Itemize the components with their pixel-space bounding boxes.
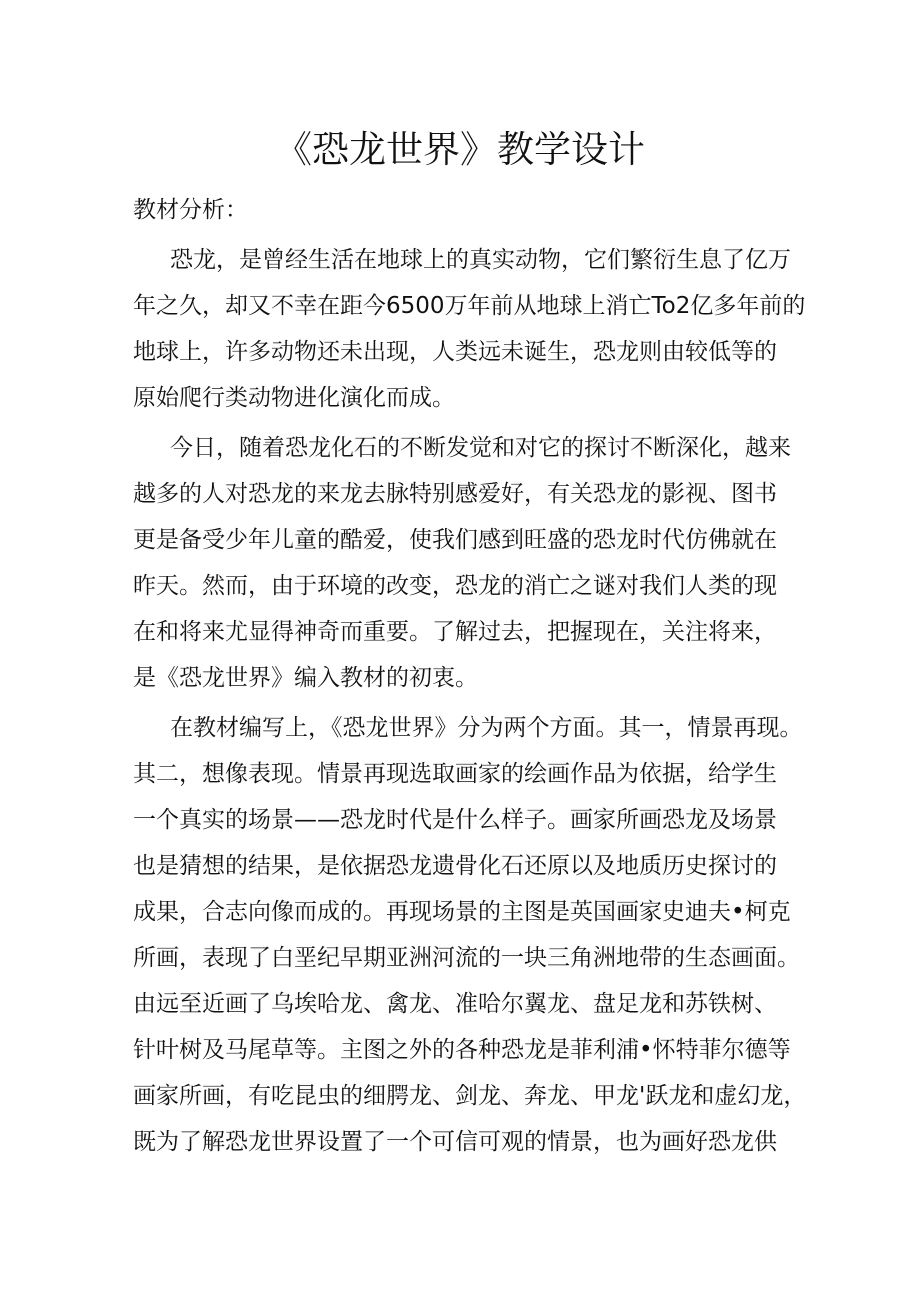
paragraph-3-line-8: 针叶树及马尾草等。主图之外的各种恐龙是菲利浦•怀特菲尔德等 (133, 1037, 791, 1063)
document-title: 《恐龙世界》教学设计 (275, 128, 645, 171)
paragraph-1-line-3: 地球上，许多动物还未出现，人类远未诞生，恐龙则由较低等的 (133, 339, 777, 365)
paragraph-2-line-5: 在和将来尤显得神奇而重要。了解过去，把握现在，关注将来， (133, 619, 777, 645)
paragraph-2-line-2: 越多的人对恐龙的来龙去脉特别感爱好，有关恐龙的影视、图书 (133, 481, 777, 507)
paragraph-3-line-3: 一个真实的场景——恐龙时代是什么样子。画家所画恐龙及场景 (133, 807, 777, 833)
section-label: 教材分析： (133, 197, 248, 223)
paragraph-2-line-6: 是《恐龙世界》编入教材的初衷。 (133, 665, 478, 691)
paragraph-3-line-4: 也是猜想的结果，是依据恐龙遗骨化石还原以及地质历史探讨的 (133, 853, 777, 879)
paragraph-1-line-2: 年之久，却又不幸在距今6500万年前从地球上消亡To2亿多年前的 (133, 293, 806, 319)
paragraph-3-line-6: 所画，表现了白垩纪早期亚洲河流的一块三角洲地带的生态画面。 (133, 945, 800, 971)
paragraph-2-line-1: 今日，随着恐龙化石的不断发觉和对它的探讨不断深化，越来 (170, 435, 791, 461)
paragraph-3-line-10: 既为了解恐龙世界设置了一个可信可观的情景，也为画好恐龙供 (133, 1129, 777, 1155)
paragraph-3-line-7: 由远至近画了乌埃哈龙、禽龙、准哈尔翼龙、盘足龙和苏铁树、 (133, 991, 777, 1017)
paragraph-1-line-1: 恐龙，是曾经生活在地球上的真实动物，它们繁衍生息了亿万 (170, 247, 791, 273)
paragraph-3-line-1: 在教材编写上，《恐龙世界》分为两个方面。其一，情景再现。 (170, 715, 803, 741)
paragraph-3-line-5: 成果，合志向像而成的。再现场景的主图是英国画家史迪夫•柯克 (133, 899, 791, 925)
paragraph-2-line-3: 更是备受少年儿童的酷爱，使我们感到旺盛的恐龙时代仿佛就在 (133, 527, 777, 553)
paragraph-3-line-2: 其二，想像表现。情景再现选取画家的绘画作品为依据，给学生 (133, 761, 777, 787)
paragraph-2-line-4: 昨天。然而，由于环境的改变，恐龙的消亡之谜对我们人类的现 (133, 573, 777, 599)
paragraph-1-line-4: 原始爬行类动物进化演化而成。 (133, 385, 455, 411)
paragraph-3-line-9: 画家所画，有吃昆虫的细腭龙、剑龙、奔龙、甲龙'跃龙和虚幻龙， (133, 1083, 807, 1109)
